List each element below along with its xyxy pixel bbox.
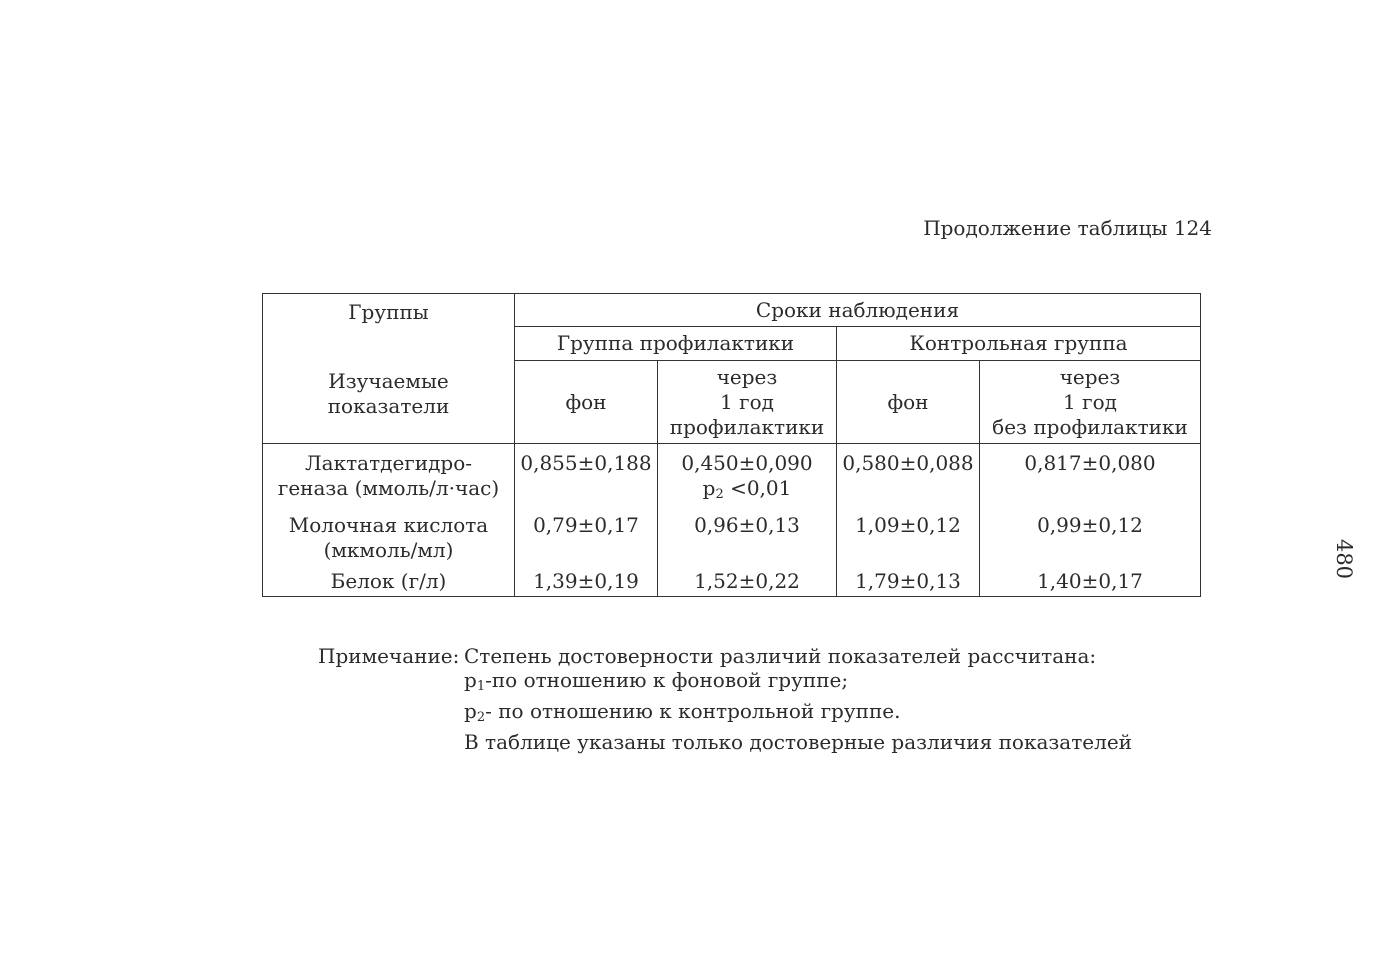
significance-value: <0,01 <box>723 476 792 500</box>
note-label: Примечание: <box>318 644 460 668</box>
significance-note <box>703 476 792 500</box>
subheader-line: профилактики <box>669 414 825 439</box>
table-row <box>263 444 1201 508</box>
header-groups: Группы <box>348 300 429 324</box>
indicator-line: Молочная кислота <box>288 513 489 537</box>
note-line: В таблице указаны только достоверные различия показателей <box>464 730 1132 754</box>
subheader-prophylaxis-background <box>515 361 658 444</box>
header-group-prophylaxis: Группа профилактики <box>515 327 837 361</box>
p2-subscript: 2 <box>476 710 486 725</box>
p2-text: - по отношению к контрольной группе. <box>485 699 901 723</box>
value-cell: 1,40±0,17 <box>980 563 1201 597</box>
indicator-line: Лактатдегидро- <box>304 451 473 475</box>
table-row <box>263 507 1201 563</box>
value-cell <box>658 444 837 508</box>
value-cell: 0,99±0,12 <box>980 507 1201 563</box>
indicator-cell <box>263 507 515 563</box>
value-cell: 0,817±0,080 <box>980 444 1201 508</box>
subheader-line: 1 год <box>720 389 774 414</box>
header-group-control: Контрольная группа <box>837 327 1201 361</box>
subheader-line: фон <box>887 389 929 414</box>
header-indicators-line: показатели <box>327 394 450 418</box>
subheader-control-background <box>837 361 980 444</box>
header-observation-period: Сроки наблюдения <box>515 294 1201 327</box>
value-cell: 0,79±0,17 <box>515 507 658 563</box>
significance-subscript: 2 <box>715 487 724 502</box>
table-note <box>318 644 1132 754</box>
indicator-cell <box>263 563 515 597</box>
indicator-line: (мкмоль/мл) <box>323 538 454 562</box>
value-cell: 1,09±0,12 <box>837 507 980 563</box>
note-line: Степень достоверности различий показателей рассчитана: <box>464 644 1097 668</box>
note-body <box>464 644 1132 754</box>
significance-symbol: p <box>702 476 716 500</box>
indicator-line: геназа (ммоль/л·час) <box>277 476 500 500</box>
value-cell: 0,96±0,13 <box>658 507 837 563</box>
value-cell: 1,52±0,22 <box>658 563 837 597</box>
header-groups-indicators <box>263 294 515 444</box>
subheader-line: без профилактики <box>992 414 1188 439</box>
p1-subscript: 1 <box>476 679 486 694</box>
page-number: 480 <box>1332 538 1356 580</box>
subheader-line: через <box>1059 364 1121 389</box>
table-caption: Продолжение таблицы 124 <box>923 216 1212 240</box>
data-table <box>262 293 1201 597</box>
subheader-line: фон <box>565 389 607 414</box>
subheader-line: 1 год <box>1063 389 1117 414</box>
indicator-line: Белок (г/л) <box>330 569 447 593</box>
value-cell: 1,39±0,19 <box>515 563 658 597</box>
table-row <box>263 563 1201 597</box>
value-cell: 0,855±0,188 <box>515 444 658 508</box>
p1-text: -по отношению к фоновой группе; <box>485 668 849 692</box>
note-line <box>464 668 848 692</box>
p2-symbol: p <box>464 699 477 723</box>
header-indicators-line: Изучаемые <box>328 369 449 393</box>
subheader-control-after-year <box>980 361 1201 444</box>
header-indicators <box>263 369 514 419</box>
value-cell: 0,580±0,088 <box>837 444 980 508</box>
indicator-cell <box>263 444 515 508</box>
note-line <box>464 699 900 723</box>
subheader-prophylaxis-after-year <box>658 361 837 444</box>
value-text: 0,450±0,090 <box>681 451 813 475</box>
subheader-line: через <box>716 364 778 389</box>
p1-symbol: p <box>464 668 477 692</box>
value-cell: 1,79±0,13 <box>837 563 980 597</box>
